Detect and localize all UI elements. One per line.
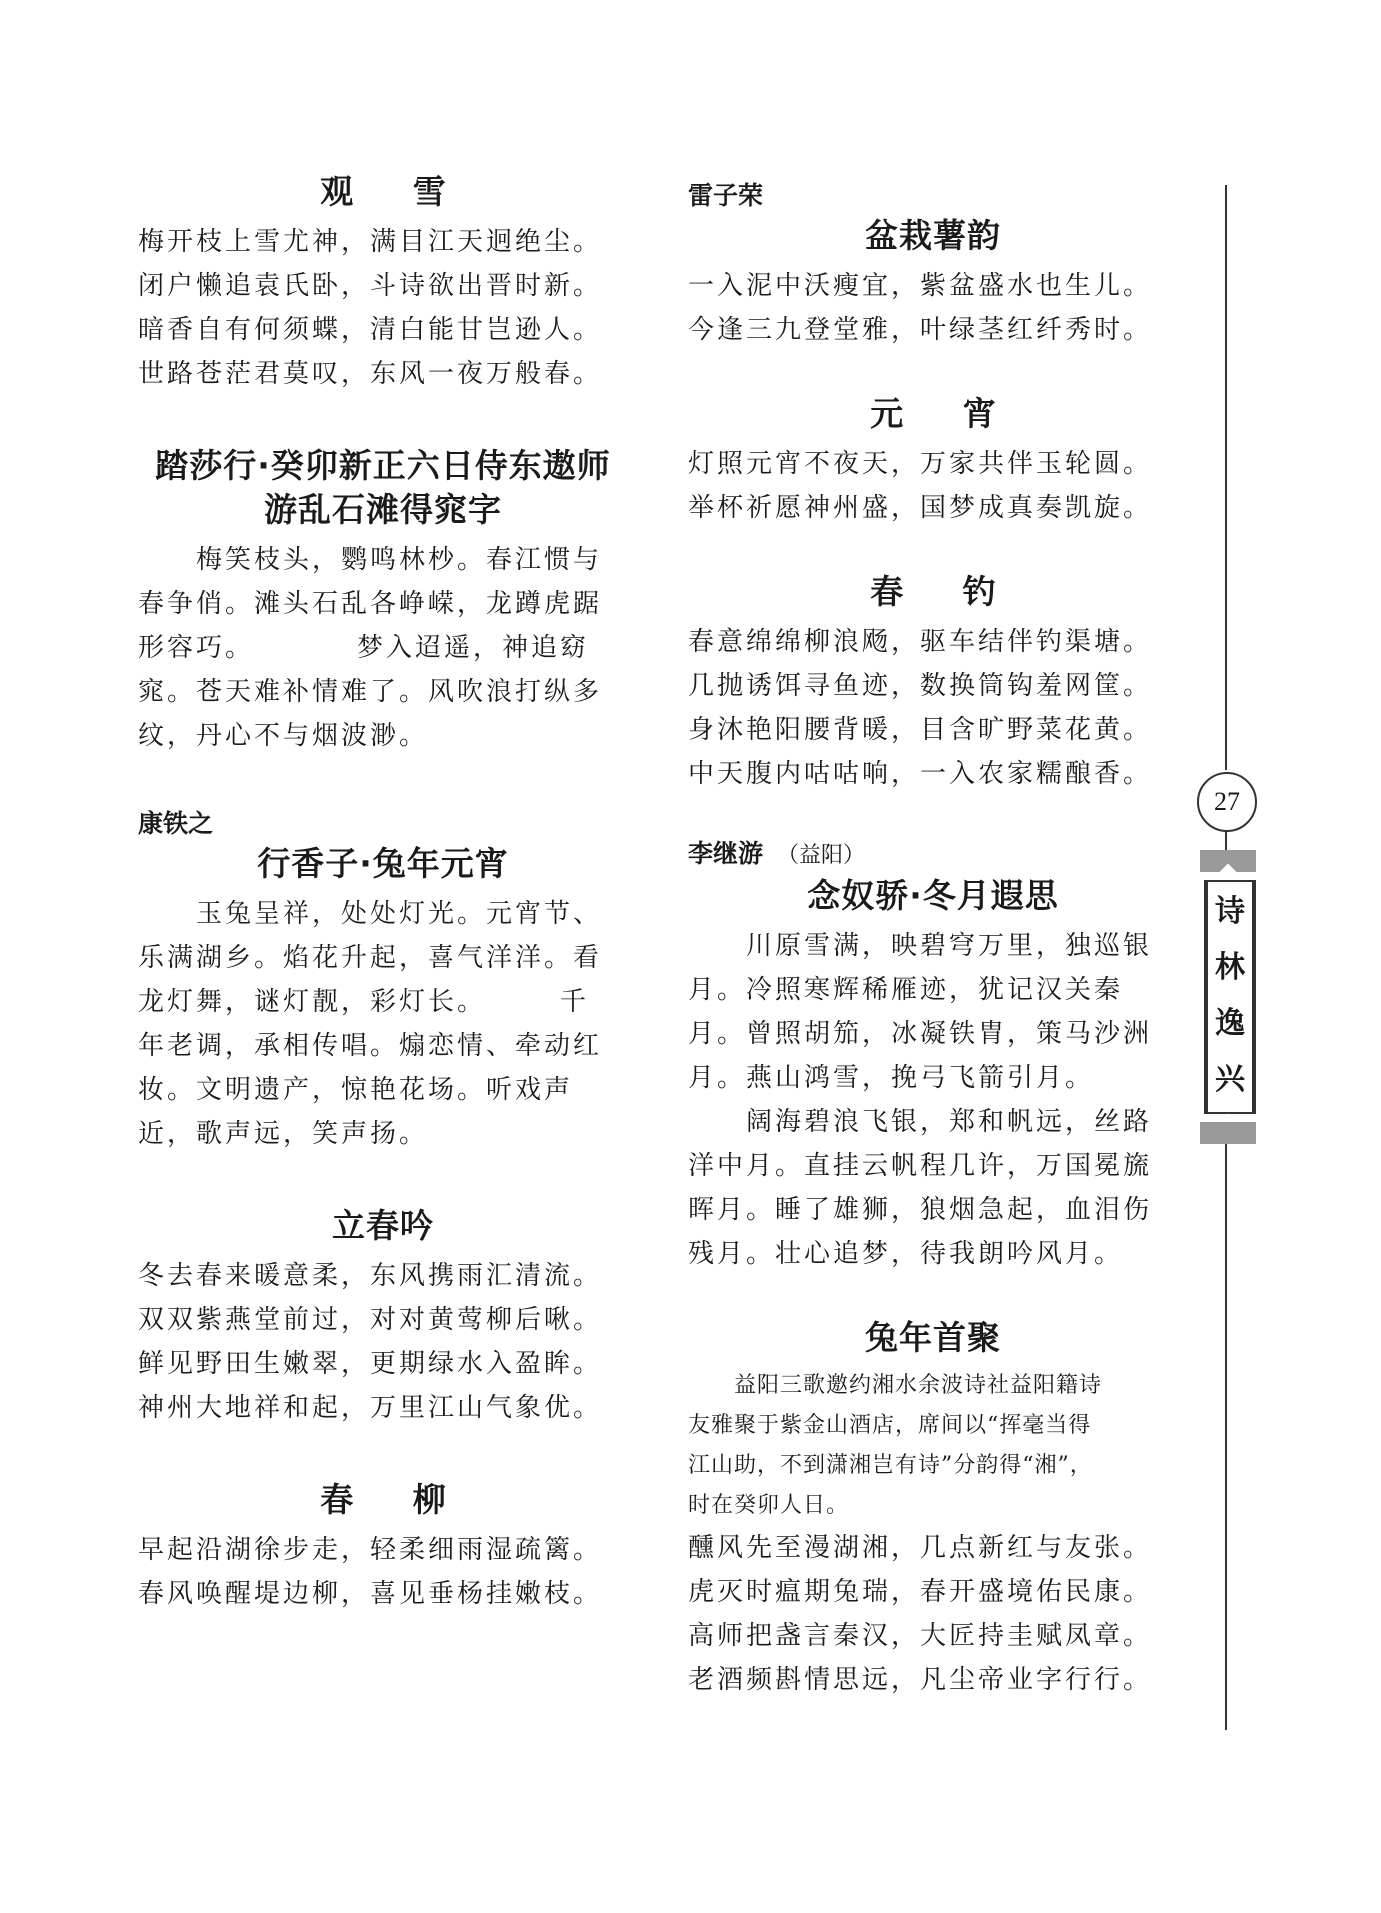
poem-line: 龙灯舞，谜灯靓，彩灯长。 千 bbox=[138, 987, 590, 1017]
section-tab-char: 逸 bbox=[1215, 1006, 1245, 1041]
poem-line: 高师把盏言秦汉，大匠持圭赋凤章。 bbox=[688, 1621, 1153, 1651]
section-tab-char: 兴 bbox=[1215, 1062, 1245, 1097]
poem-line: 神州大地祥和起，万里江山气象优。 bbox=[138, 1393, 603, 1423]
poem-chunliu bbox=[138, 1478, 628, 1616]
poem-line: 举杯祈愿神州盛，国梦成真奏凯旋。 bbox=[688, 493, 1153, 523]
poem-line: 冬去春来暖意柔，东风携雨汇清流。 bbox=[138, 1261, 603, 1291]
poem-preface-line: 江山助，不到潇湘岂有诗”分韵得“湘”， bbox=[688, 1453, 1093, 1478]
poem-line: 形容巧。 梦入迢遥，神追窈 bbox=[138, 633, 590, 663]
margin-rule-mid bbox=[1225, 830, 1227, 850]
poem-yuanxiao bbox=[688, 392, 1178, 530]
margin-rule-bottom bbox=[1225, 1144, 1227, 1730]
poem-lichunyin bbox=[138, 1204, 628, 1430]
poem-title: 盆栽薯韵 bbox=[865, 216, 1001, 255]
poem-line: 乐满湖乡。焰花升起，喜气洋洋。看 bbox=[138, 943, 603, 973]
poem-title: 元 宵 bbox=[870, 394, 1020, 433]
poem-line: 梅笑枝头，鹦鸣林杪。春江惯与 bbox=[138, 545, 603, 575]
poem-tasuoxing bbox=[138, 444, 628, 758]
poem-line: 玉兔呈祥，处处灯光。元宵节、 bbox=[138, 899, 603, 929]
poem-guanxue bbox=[138, 170, 628, 396]
poem-line: 年老调，承相传唱。煽恋情、牵动红 bbox=[138, 1031, 603, 1061]
poem-line: 月。曾照胡笳，冰凝铁胄，策马沙洲 bbox=[688, 1019, 1153, 1049]
poem-line: 阔海碧浪飞银，郑和帆远，丝路 bbox=[688, 1107, 1153, 1137]
poem-line: 纹，丹心不与烟波渺。 bbox=[138, 721, 429, 751]
author-line bbox=[688, 836, 1178, 874]
poem-line: 一入泥中沃瘦宜，紫盆盛水也生儿。 bbox=[688, 271, 1153, 301]
author-name: 康铁之 bbox=[138, 809, 214, 838]
poem-title: 念奴骄·冬月遐思 bbox=[807, 876, 1059, 915]
poem-line: 世路苍茫君莫叹，东风一夜万般春。 bbox=[138, 359, 603, 389]
poem-line: 双双紫燕堂前过，对对黄莺柳后啾。 bbox=[138, 1305, 603, 1335]
poem-line: 醺风先至漫湖湘，几点新红与友张。 bbox=[688, 1533, 1153, 1563]
poem-tuniánshouju bbox=[688, 1316, 1178, 1702]
poem-title: 行香子·兔年元宵 bbox=[257, 844, 509, 883]
poem-title-continued: 游乱石滩得窕字 bbox=[264, 490, 502, 529]
right-column bbox=[688, 178, 1178, 1750]
section-tab-char: 诗 bbox=[1215, 894, 1245, 929]
poem-title: 踏莎行·癸卯新正六日侍东遨师 bbox=[155, 446, 611, 485]
poem-line: 灯照元宵不夜天，万家共伴玉轮圆。 bbox=[688, 449, 1153, 479]
poem-line: 几抛诱饵寻鱼迹，数换筒钩羞网筐。 bbox=[688, 671, 1153, 701]
poem-line: 春风唤醒堤边柳，喜见垂杨挂嫩枝。 bbox=[138, 1579, 603, 1609]
poem-line: 窕。苍天难补情难了。风吹浪打纵多 bbox=[138, 677, 603, 707]
section-tab bbox=[1200, 850, 1256, 1144]
poem-xingxiangzi bbox=[138, 842, 628, 1156]
poem-preface-line: 友雅聚于紫金山酒店，席间以“挥毫当得 bbox=[688, 1413, 1092, 1438]
poem-line: 洋中月。直挂云帆程几许，万国冕旒 bbox=[688, 1151, 1153, 1181]
author-place: （益阳） bbox=[777, 843, 866, 868]
poem-preface-line: 时在癸卯人日。 bbox=[688, 1493, 850, 1518]
section-tab-box bbox=[1204, 880, 1256, 1114]
tab-ornament-bottom bbox=[1200, 1122, 1256, 1144]
poem-title: 立春吟 bbox=[332, 1206, 434, 1245]
poem-line: 春争俏。滩头石乱各峥嵘，龙蹲虎踞 bbox=[138, 589, 603, 619]
poem-line: 晖月。睡了雄狮，狼烟急起，血泪伤 bbox=[688, 1195, 1153, 1225]
poem-line: 中天腹内咕咕响，一入农家糯酿香。 bbox=[688, 759, 1153, 789]
poem-line: 梅开枝上雪尤神，满目江天迥绝尘。 bbox=[138, 227, 603, 257]
poem-chundiao bbox=[688, 570, 1178, 796]
poem-line: 川原雪满，映碧穹万里，独巡银 bbox=[688, 931, 1153, 961]
author-name: 李继游 bbox=[688, 839, 764, 868]
poem-line: 身沐艳阳腰背暖，目含旷野菜花黄。 bbox=[688, 715, 1153, 745]
poem-title: 春 钓 bbox=[870, 572, 1020, 611]
poem-niannujiao bbox=[688, 874, 1178, 1276]
poem-line: 虎灭时瘟期兔瑞，春开盛境佑民康。 bbox=[688, 1577, 1153, 1607]
author-name: 雷子荣 bbox=[688, 181, 764, 210]
poem-preface-line: 益阳三歌邀约湘水余波诗社益阳籍诗 bbox=[688, 1373, 1103, 1398]
poem-line: 近，歌声远，笑声扬。 bbox=[138, 1119, 429, 1149]
poem-line: 今逢三九登堂雅，叶绿茎红纤秀时。 bbox=[688, 315, 1153, 345]
poem-penzaishuyun bbox=[688, 214, 1178, 352]
poem-line: 早起沿湖徐步走，轻柔细雨湿疏篱。 bbox=[138, 1535, 603, 1565]
poem-line: 鲜见野田生嫩翠，更期绿水入盈眸。 bbox=[138, 1349, 603, 1379]
poem-line: 春意绵绵柳浪飏，驱车结伴钓渠塘。 bbox=[688, 627, 1153, 657]
poem-line: 暗香自有何须蝶，清白能甘岂逊人。 bbox=[138, 315, 603, 345]
poem-line: 残月。壮心追梦，待我朗吟风月。 bbox=[688, 1239, 1124, 1269]
poem-title: 兔年首聚 bbox=[865, 1318, 1001, 1357]
margin-rule-top bbox=[1225, 185, 1227, 770]
page-number: 27 bbox=[1197, 772, 1257, 832]
poem-line: 闭户懒追袁氏卧，斗诗欲出晋时新。 bbox=[138, 271, 603, 301]
poem-title: 春 柳 bbox=[320, 1480, 470, 1519]
section-tab-char: 林 bbox=[1215, 950, 1245, 985]
poem-line: 月。燕山鸿雪，挽弓飞箭引月。 bbox=[688, 1063, 1095, 1093]
poem-line: 老酒频斟情思远，凡尘帝业字行行。 bbox=[688, 1665, 1153, 1695]
left-column bbox=[138, 170, 628, 1664]
poem-line: 月。冷照寒辉稀雁迹，犹记汉关秦 bbox=[688, 975, 1124, 1005]
poem-line: 妆。文明遗产，惊艳花场。听戏声 bbox=[138, 1075, 574, 1105]
poem-title: 观 雪 bbox=[320, 172, 470, 211]
